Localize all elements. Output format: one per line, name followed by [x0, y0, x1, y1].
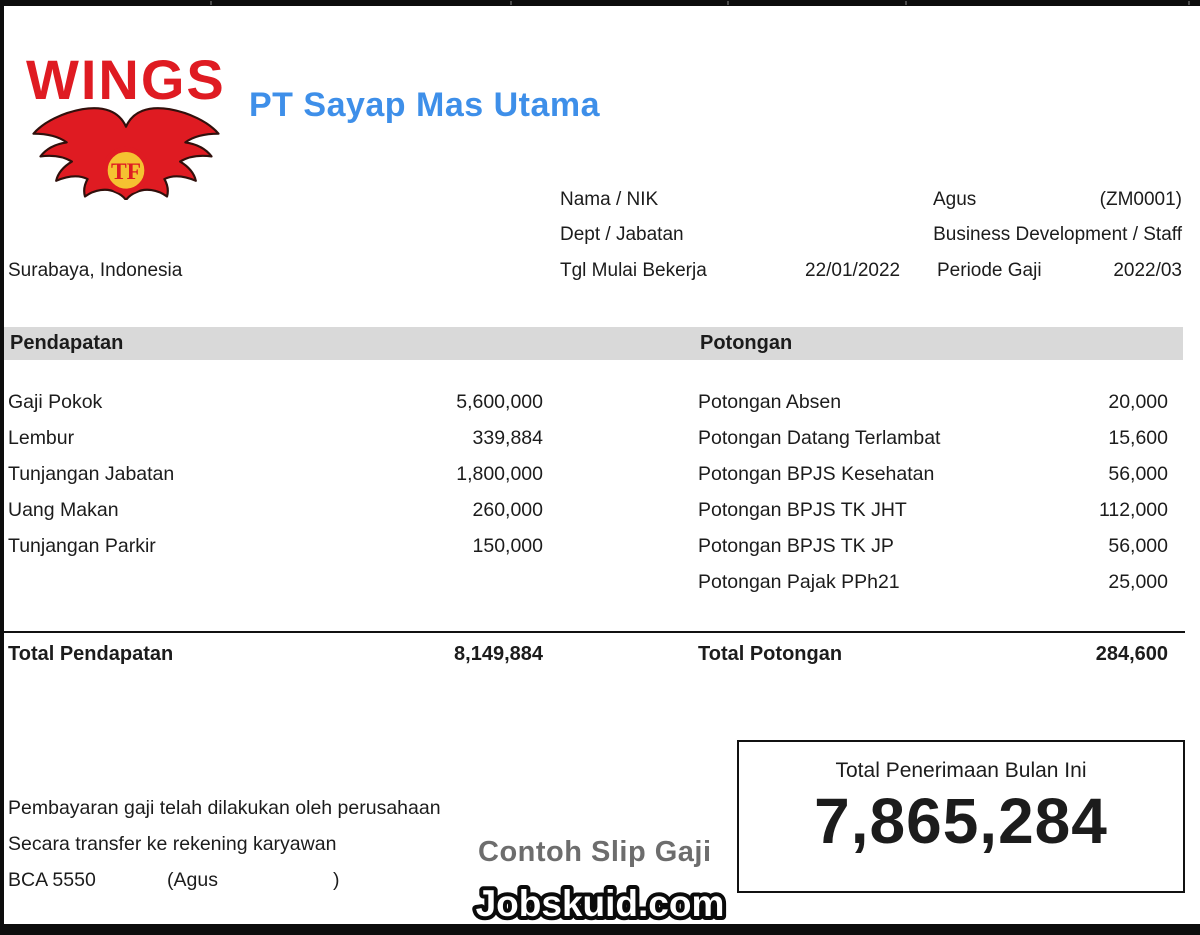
income-row-label: Tunjangan Parkir	[8, 535, 156, 557]
income-row-label: Lembur	[8, 427, 75, 449]
deduction-row-label: Potongan Absen	[698, 391, 842, 413]
wings-logo-text: WINGS	[26, 48, 226, 111]
employee-dept-value: Business Development / Staff	[933, 224, 1182, 245]
left-border-bar	[0, 0, 4, 935]
deduction-row-label: Potongan BPJS TK JP	[698, 535, 894, 557]
total-income-value: 8,149,884	[454, 643, 543, 665]
deduction-row-amount: 25,000	[1108, 571, 1168, 593]
employee-name-value: Agus	[933, 189, 977, 210]
signature-close-paren: )	[333, 869, 340, 891]
company-name: PT Sayap Mas Utama	[249, 86, 601, 124]
income-section-header: Pendapatan	[10, 332, 124, 354]
payment-note-line2: Secara transfer ke rekening karyawan	[8, 833, 337, 855]
wings-logo-icon	[30, 104, 222, 205]
pay-period-label: Periode Gaji	[937, 260, 1042, 281]
income-row-amount: 260,000	[472, 499, 543, 521]
net-pay-amount: 7,865,284	[814, 785, 1108, 857]
start-date-label: Tgl Mulai Bekerja	[560, 260, 707, 281]
deduction-row-amount: 112,000	[1098, 499, 1168, 521]
deduction-row-label: Potongan BPJS Kesehatan	[698, 463, 935, 485]
deduction-row-label: Potongan Datang Terlambat	[698, 427, 941, 449]
net-pay-box	[737, 740, 1185, 893]
start-date-value: 22/01/2022	[805, 260, 901, 281]
company-location: Surabaya, Indonesia	[8, 260, 183, 281]
site-watermark	[470, 878, 730, 935]
pay-period-value: 2022/03	[1113, 260, 1182, 281]
payment-note-line1: Pembayaran gaji telah dilakukan oleh perusahaan	[8, 797, 441, 819]
income-row-amount: 5,600,000	[456, 391, 543, 413]
emblem-monogram: TF	[110, 159, 142, 186]
sample-watermark: Contoh Slip Gaji	[478, 836, 712, 868]
total-deduction-value: 284,600	[1095, 643, 1168, 665]
deduction-row-label: Potongan Pajak PPh21	[698, 571, 900, 593]
bank-account: BCA 5550	[8, 869, 96, 891]
deduction-section-header: Potongan	[700, 332, 793, 354]
deduction-row-amount: 20,000	[1108, 391, 1168, 413]
employee-nik-value: (ZM0001)	[1099, 189, 1182, 210]
deduction-row-amount: 15,600	[1108, 427, 1168, 449]
site-watermark-text: Jobskuid.com	[475, 883, 725, 924]
deduction-row-amount: 56,000	[1108, 535, 1168, 557]
income-row-amount: 1,800,000	[456, 463, 543, 485]
total-deduction-label: Total Potongan	[698, 643, 843, 665]
income-row-label: Tunjangan Jabatan	[8, 463, 175, 485]
deduction-row-label: Potongan BPJS TK JHT	[698, 499, 907, 521]
income-row-amount: 339,884	[472, 427, 543, 449]
net-pay-label: Total Penerimaan Bulan Ini	[835, 759, 1087, 782]
totals-divider	[4, 631, 1185, 633]
employee-name-label: Nama / NIK	[560, 189, 659, 210]
income-row-label: Gaji Pokok	[8, 391, 103, 413]
total-income-label: Total Pendapatan	[8, 643, 174, 665]
income-row-amount: 150,000	[472, 535, 543, 557]
employee-dept-label: Dept / Jabatan	[560, 224, 684, 245]
signature-name: (Agus	[167, 869, 218, 891]
section-header-band	[4, 327, 1183, 360]
income-row-label: Uang Makan	[8, 499, 119, 521]
top-border-bar	[0, 0, 1200, 6]
deduction-row-amount: 56,000	[1108, 463, 1168, 485]
